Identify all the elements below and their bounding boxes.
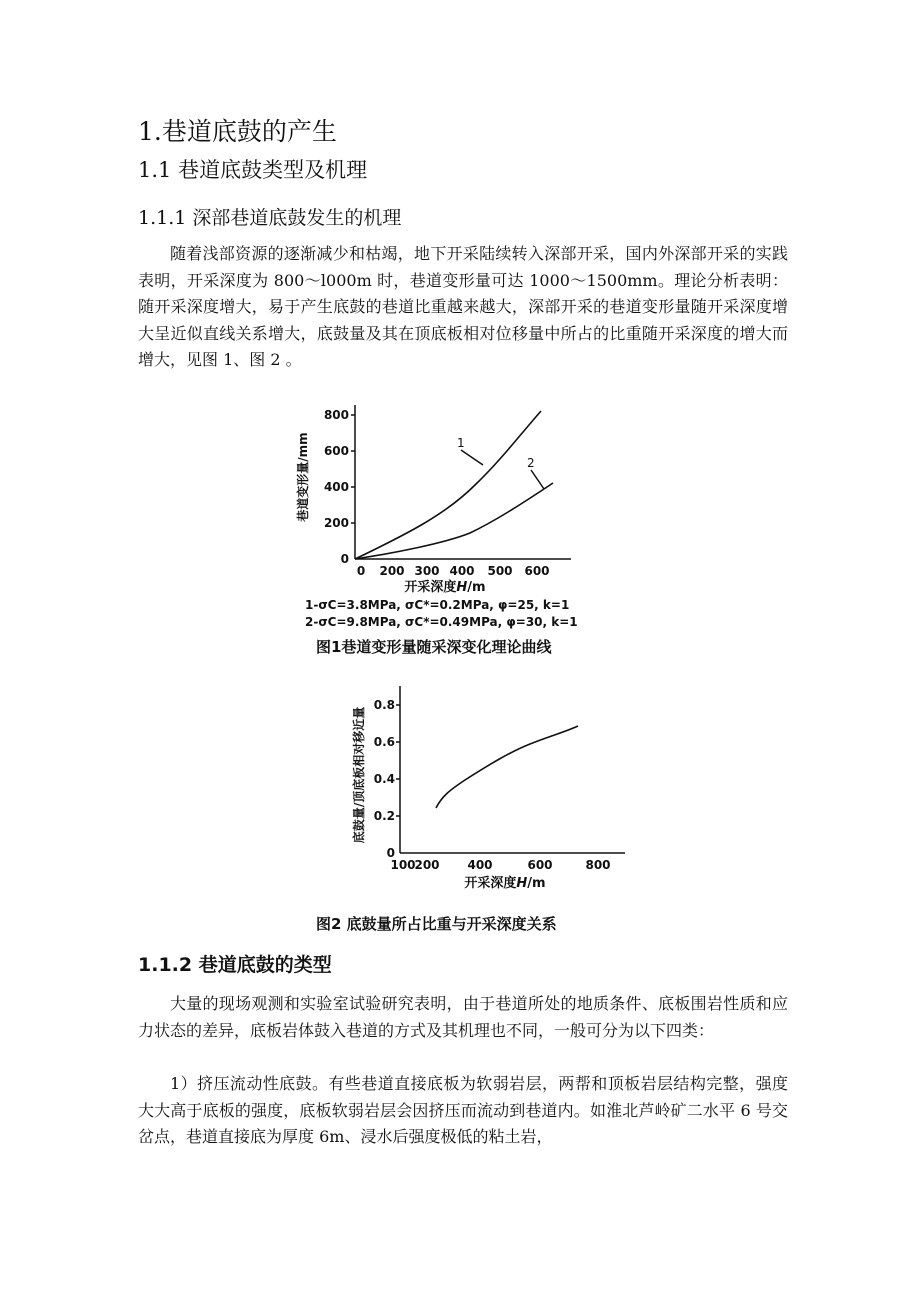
fig2-curve	[436, 726, 578, 808]
fig2-xtick-200: 200	[414, 858, 440, 872]
fig1-ytick-200: 200	[323, 516, 349, 530]
fig1-ytick-600: 600	[323, 444, 349, 458]
figure-1-caption: 图1巷道变形量随采深变化理论曲线	[316, 638, 552, 656]
fig2-xtick-600: 600	[527, 858, 553, 872]
fig2-xlabel: 开采深度H/m	[464, 876, 546, 891]
fig1-yticks	[324, 408, 355, 566]
paragraph-intro: 随着浅部资源的逐渐减少和枯竭，地下开采陆续转入深部开采，国内外深部开采的实践表明，开采深度为 800～l000m 时，巷道变形量可达 1000～1500mm。理论分析表明：随开采深度增大，易于产生底鼓的巷道比重越来越大，深部开采的巷道变形量随开采深度增大呈近似直线关系增大，底鼓量及其在顶底板相对位移量中所占的比重随开采深度的增大而增大，见图 1、图 2 。	[138, 244, 788, 369]
fig1-curve-1-label: 1	[457, 436, 465, 450]
heading-1: 1.巷道底鼓的产生	[138, 117, 337, 146]
fig1-xtick-300: 300	[414, 564, 440, 578]
heading-3-types: 1.1.2 巷道底鼓的类型	[138, 954, 332, 976]
fig2-ytick-0.6: 0.6	[373, 735, 395, 749]
paragraph-types-intro: 大量的现场观测和实验室试验研究表明，由于巷道所处的地质条件、底板围岩性质和应力状态的差异，底板岩体鼓入巷道的方式及其机理也不同，一般可分为以下四类：	[138, 994, 788, 1040]
fig2-ytick-0: 0	[386, 846, 395, 860]
paragraph-extrusion-flow: 1）挤压流动性底鼓。有些巷道直接底板为软弱岩层，两帮和顶板岩层结构完整，强度大大高于底板的强度，底板软弱岩层会因挤压而流动到巷道内。如淮北芦岭矿二水平 6 号交岔点，巷道直接底为厚度 6m、浸水后强度极低的粘土岩，	[138, 1074, 788, 1146]
fig1-curve-1	[355, 411, 541, 559]
fig1-xtick-600: 600	[524, 564, 550, 578]
fig1-ylabel: 巷道变形量/mm	[296, 432, 310, 522]
heading-3-mechanism: 1.1.1 深部巷道底鼓发生的机理	[138, 207, 402, 229]
fig1-xtick-500: 500	[487, 564, 513, 578]
fig2-xtick-100: 100	[390, 858, 416, 872]
fig1-ytick-800: 800	[323, 408, 349, 422]
fig2-ytick-0.4: 0.4	[373, 772, 395, 786]
fig1-ytick-400: 400	[323, 480, 349, 494]
fig1-curve-2-label: 2	[527, 456, 535, 470]
fig2-xticks	[390, 858, 610, 872]
fig2-ytick-0.2: 0.2	[373, 809, 395, 823]
fig1-xlabel: 开采深度H/m	[404, 580, 486, 595]
fig2-yticks	[374, 698, 400, 860]
fig1-xtick-200: 200	[379, 564, 405, 578]
fig1-xtick-400: 400	[449, 564, 475, 578]
heading-2: 1.1 巷道底鼓类型及机理	[138, 158, 368, 182]
fig1-legend-2: 2-σC=9.8MPa, σC*=0.49MPa, φ=30, k=1	[305, 615, 578, 629]
figure-1-chart	[295, 395, 595, 630]
fig1-ytick-0: 0	[340, 552, 349, 566]
figure-2-caption: 图2 底鼓量所占比重与开采深度关系	[316, 915, 557, 933]
figure-2-chart	[350, 680, 640, 895]
fig1-legend-1: 1-σC=3.8MPa, σC*=0.2MPa, φ=25, k=1	[305, 598, 570, 612]
fig2-ytick-0.8: 0.8	[373, 698, 395, 712]
fig1-xtick-0: 0	[356, 564, 366, 578]
fig2-xtick-400: 400	[467, 858, 493, 872]
fig2-ylabel: 底鼓量/顶底板相对移近量	[352, 706, 366, 844]
fig1-xticks	[357, 564, 550, 578]
fig1-curve-2	[355, 483, 553, 559]
fig2-xtick-800: 800	[585, 858, 611, 872]
